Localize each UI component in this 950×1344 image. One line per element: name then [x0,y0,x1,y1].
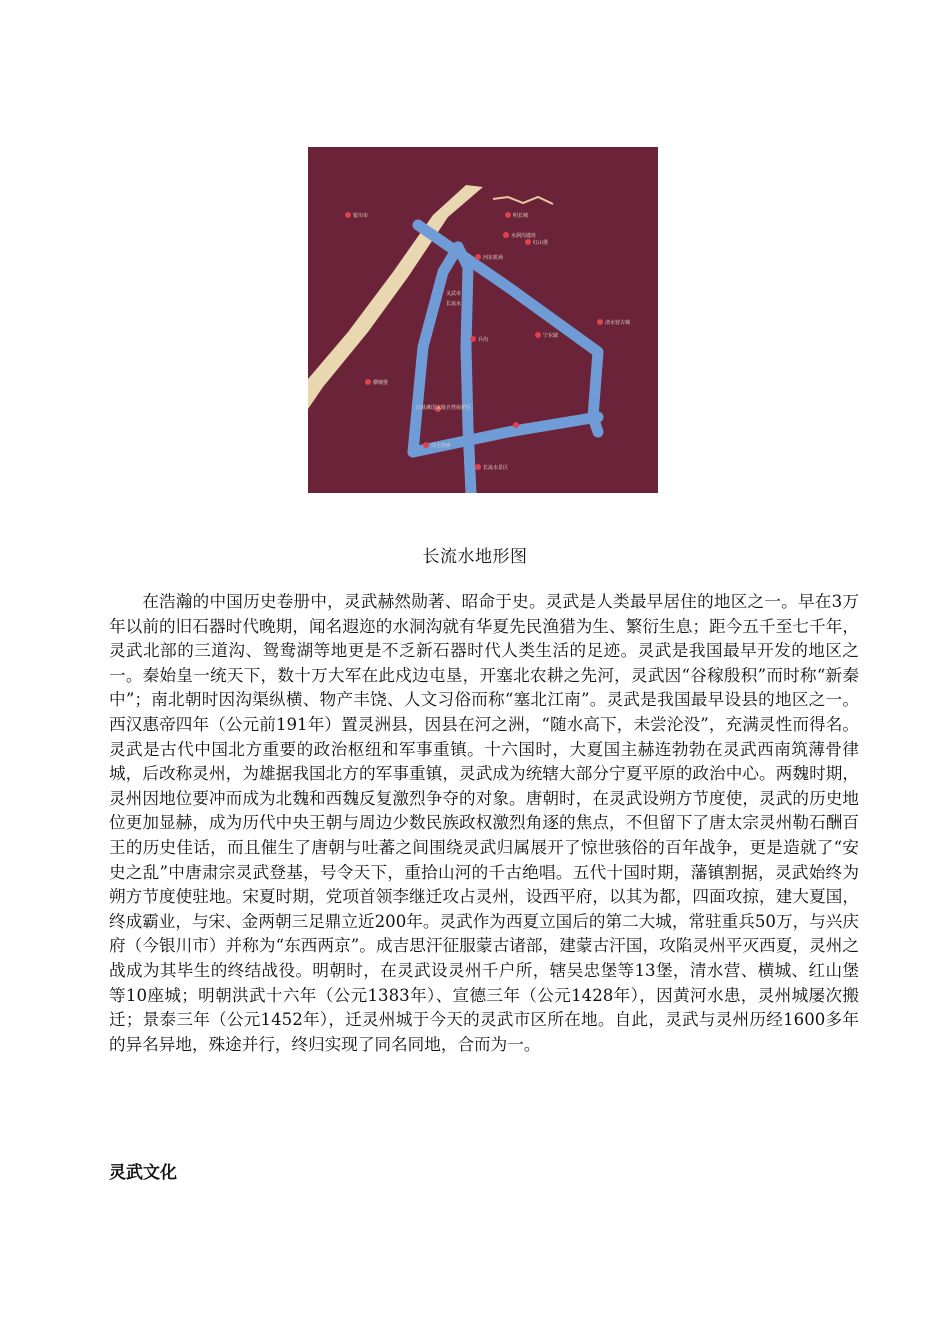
figure-caption: 长流水地形图 [422,547,528,567]
map-label: 兵沟 [478,337,489,343]
map-label: 白芨滩国家级自然保护区 [416,405,472,411]
map-label: 长流水 [446,301,462,307]
map-label: 红山堡 [533,240,549,246]
section-heading: 灵武文化 [109,1163,177,1183]
map-label: 水洞沟遗址 [511,233,537,239]
map-label: 灵武市 [446,291,462,297]
map-label: 银川市 [353,213,369,219]
article-paragraph: 在浩瀚的中国历史卷册中，灵武赫然勋著、昭命于史。灵武是人类最早居住的地区之一。早在3万年以前的旧石器时代晚期，闻名遐迩的水洞沟就有华夏先民渔猎为生、繁衍生息；距今五千至七千年，灵武北部的三道沟、鸳鸯湖等地更是不乏新石器时代人类生活的足迹。灵武是我国最早开发的地区之一。秦始皇一统天下，数十万大军在此戍边屯垦，开塞北农耕之先河，灵武因“谷稼殷积”而时称“新秦中”；南北朝时因沟渠纵横、物产丰饶、人文习俗而称“塞北江南”。灵武是我国最早设县的地区之一。西汉惠帝四年（公元前191年）置灵洲县，因县在河之洲，“随水高下，未尝沦没”，充满灵性而得名。灵武是古代中国北方重要的政治枢纽和军事重镇。十六国时，大夏国主赫连勃勃在灵武西南筑薄骨律城，后改称灵州，为雄据我国北方的军事重镇，灵武成为统辖大部分宁夏平原的政治中心。两魏时期，灵州因地位要冲而成为北魏和西魏反复激烈争夺的对象。唐朝时，在灵武设朔方节度使，灵武的历史地位更加显赫，成为历代中央王朝与周边少数民族政权激烈角逐的焦点，不但留下了唐太宗灵州勒石酬百王的历史佳话，而且催生了唐朝与吐蕃之间围绕灵武归属展开了惊世骇俗的百年战争，更是造就了“安史之乱”中唐肃宗灵武登基，号令天下，重拾山河的千古绝唱。五代十国时期，藩镇割据，灵武始终为朔方节度使驻地。宋夏时期，党项首领李继迁攻占灵州，设西平府，以其为都，四面攻掠，建大夏国，终成霸业，与宋、金两朝三足鼎立近200年。灵武作为西夏立国后的第二大城，常驻重兵50万，与兴庆府（今银川市）并称为“东西两京”。成吉思汗征服蒙古诸部，建蒙古汗国，攻陷灵州平灭西夏，灵州之战成为其毕生的终结战役。明朝时，在灵武设灵州千户所，辖吴忠堡等13堡，清水营、横城、红山堡等10座城；明朝洪武十六年（公元1383年）、宣德三年（公元1428年），因黄河水患，灵州城屡次搬迁；景泰三年（公元1452年），迁灵州城于今天的灵武市区所在地。自此，灵武与灵州历经1600多年的异名异地，殊途并行，终归实现了同名同地，合而为一。 [109,592,859,1054]
map-label: 清水营古城 [605,320,631,326]
terrain-map-svg [308,147,658,493]
map-label: 明长城 [513,213,529,219]
map-label: 长流水景区 [483,465,509,471]
map-label: 横城堡 [373,380,389,386]
map-label: 白土岗乡 [431,443,452,449]
map-label: 宁东镇 [543,333,559,339]
terrain-map-image [308,147,658,493]
map-label: 河东机场 [483,255,504,261]
